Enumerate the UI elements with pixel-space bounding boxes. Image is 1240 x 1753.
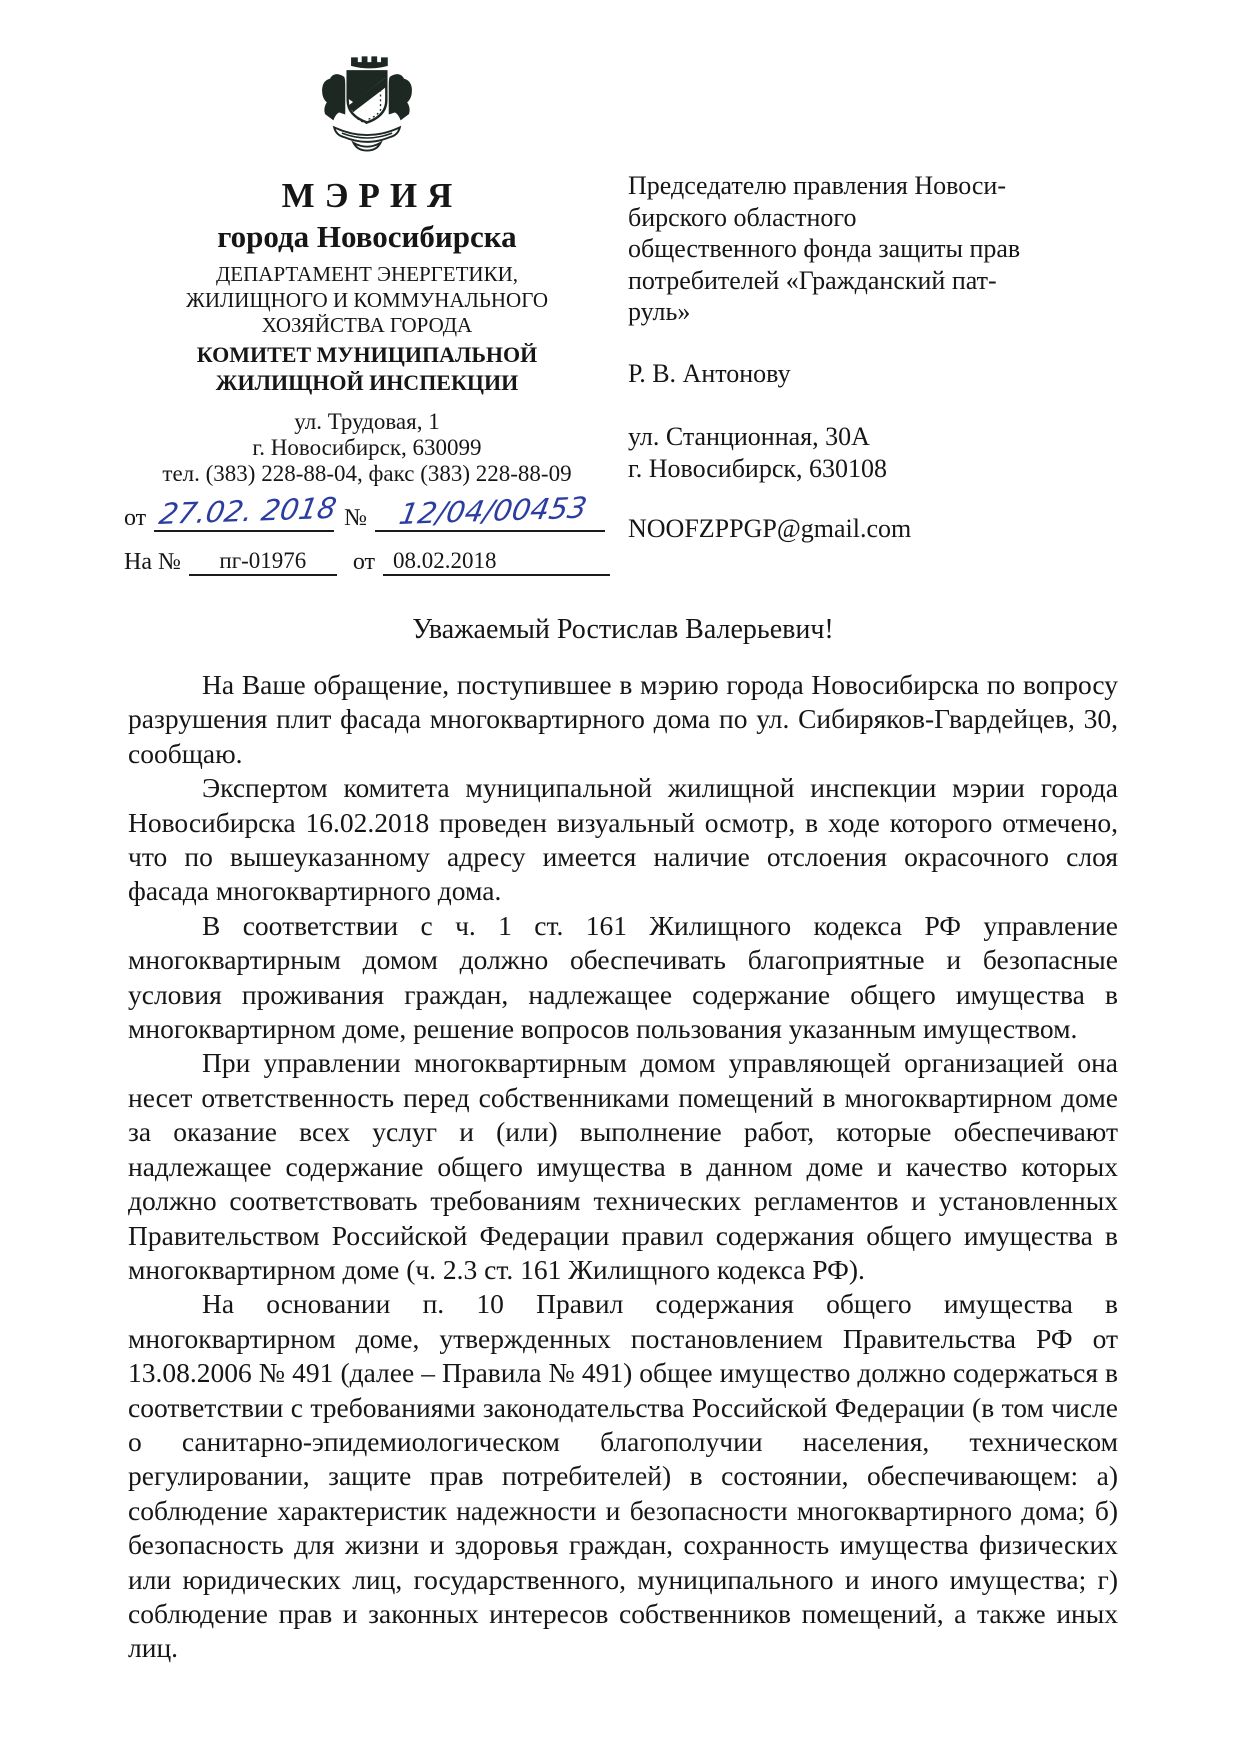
department-line: ДЕПАРТАМЕНТ ЭНЕРГЕТИКИ, — [215, 262, 519, 286]
incoming-number-field: пг-01976 — [189, 548, 337, 576]
letter-body — [128, 668, 1118, 1666]
body-paragraph: На основании п. 10 Правил содержания общего имущества в многоквартирном доме, утвержденных постановлением Правительства РФ от 13.08.2006 № 491 (далее – Правила № 491) общее имущество должно содержаться в соответствии с требованиями законодательства Российской Федерации (в том числе о санитарно-эпидемиологическом благополучии населения, техническом регулировании, защите прав потребителей) в состоянии, обеспечивающем: а) соблюдение характеристик надежности и безопасности многоквартирного дома; б) безопасность для жизни и здоровья граждан, сохранность имущества физических или юридических лиц, государственного, муниципального и иного имущества; г) соблюдение прав и законных интересов собственников помещений, а также иных лиц. — [128, 1288, 1118, 1664]
recipient-name: Р. В. Антонову — [628, 358, 791, 388]
body-paragraph: При управлении многоквартирным домом управляющей организацией она несет ответственность перед собственниками помещений в многоквартирном доме за оказание всех услуг и (или) выполнение работ, которые обеспечивают надлежащее содержание общего имущества в данном доме и качество которых должно соответствовать требованиям технических регламентов и установленных Правительством Российской Федерации правил содержания общего имущества в многоквартирном доме (ч. 2.3 ст. 161 Жилищного кодекса РФ). — [128, 1047, 1118, 1285]
recipient-org-line: бирского областного — [628, 202, 857, 232]
body-paragraph: Экспертом комитета муниципальной жилищной инспекции мэрии города Новосибирска 16.02.2018 проведен визуальный осмотр, в ходе которого отмечено, что по вышеуказанному адресу имеется наличие отслоения окрасочного слоя фасада многоквартирного дома. — [128, 772, 1118, 907]
committee-name — [124, 341, 610, 397]
letterhead-block — [124, 52, 610, 576]
department-name — [124, 262, 610, 339]
outgoing-number-label: № — [344, 504, 368, 531]
outgoing-from-label: от — [124, 504, 147, 531]
body-paragraph: В соответствии с ч. 1 ст. 161 Жилищного кодекса РФ управление многоквартирным домом должно обеспечивать благоприятные и безопасные условия проживания граждан, надлежащее содержание общего имущества в многоквартирном доме, решение вопросов пользования указанным имуществом. — [128, 909, 1118, 1045]
org-subtitle: города Новосибирска — [217, 219, 517, 254]
committee-line: КОМИТЕТ МУНИЦИПАЛЬНОЙ — [196, 341, 538, 367]
recipient-email: NOOFZPPGP@gmail.com — [628, 514, 912, 543]
outgoing-ref-row — [124, 490, 610, 532]
sender-street: ул. Трудовая, 1 — [294, 408, 440, 434]
recipient-org-line: руль» — [628, 297, 691, 326]
outgoing-date-handwriting: 27.02. 2018 — [156, 490, 339, 531]
committee-line: ЖИЛИЩНОЙ ИНСПЕКЦИИ — [215, 369, 519, 395]
recipient-org-line: Председателю правления Новоси- — [628, 171, 1006, 200]
recipient-org-line: общественного фонда защиты прав — [628, 234, 1021, 263]
sender-address — [124, 409, 610, 487]
incoming-na-label: На № — [124, 548, 181, 575]
recipient-city: г. Новосибирск, 630108 — [628, 453, 888, 483]
department-line: ЖИЛИЩНОГО И КОММУНАЛЬНОГО — [186, 287, 548, 312]
novosibirsk-coat-of-arms-icon — [124, 52, 610, 170]
org-title: МЭРИЯ — [281, 176, 463, 215]
incoming-from-label: от — [352, 548, 376, 575]
incoming-date-field: 08.02.2018 — [383, 548, 610, 576]
body-paragraph: На Ваше обращение, поступившее в мэрию города Новосибирска по вопросу разрушения плит фасада многоквартирного дома по ул. Сибиряков-Гвардейцев, 30, сообщаю. — [128, 669, 1118, 769]
recipient-org-line: потребителей «Гражданский пат- — [628, 265, 997, 295]
outgoing-number-handwriting: 12/04/00453 — [396, 490, 590, 531]
recipient-block — [628, 170, 1048, 545]
sender-phone-fax: тел. (383) 228-88-04, факс (383) 228-88-09 — [162, 460, 572, 486]
sender-city: г. Новосибирск, 630099 — [252, 434, 482, 460]
recipient-street: ул. Станционная, 30А — [628, 422, 870, 451]
outgoing-number-field — [375, 490, 605, 532]
incoming-ref-row — [124, 548, 610, 576]
department-line: ХОЗЯЙСТВА ГОРОДА — [261, 313, 473, 337]
salutation: Уважаемый Ростислав Валерьевич! — [412, 614, 834, 645]
outgoing-date-field — [154, 490, 339, 532]
